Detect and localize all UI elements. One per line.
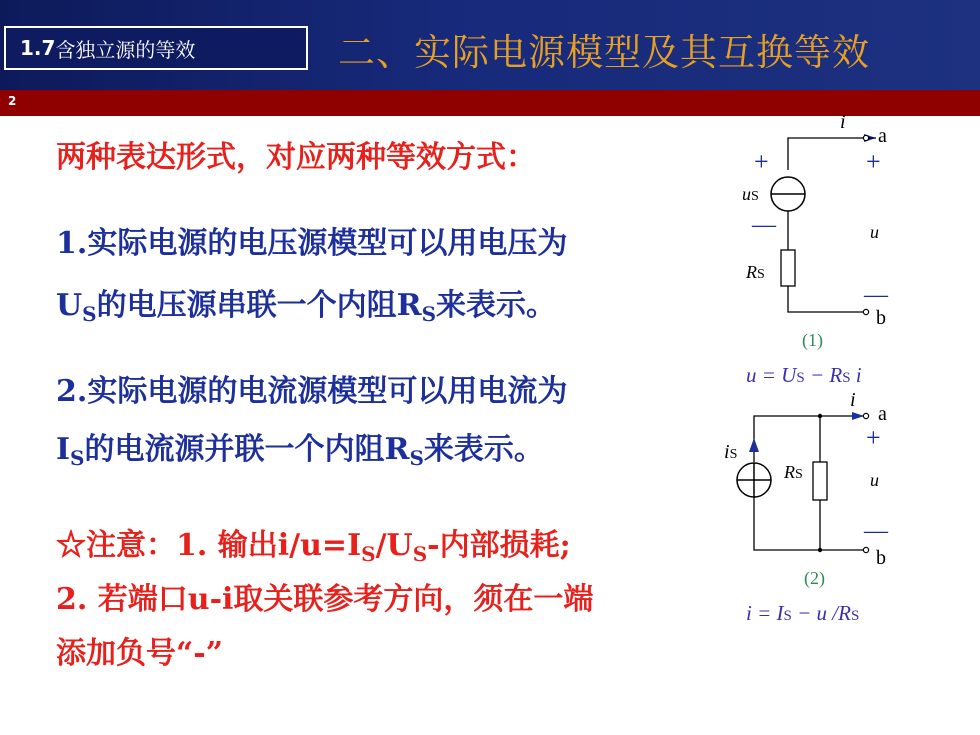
text: /U	[375, 528, 413, 563]
port-voltage-label: u	[870, 222, 879, 242]
terminal-a-icon	[863, 413, 868, 418]
figure-caption: (1)	[802, 330, 823, 350]
symbol-r: R	[396, 288, 422, 323]
symbol-r: R	[384, 432, 410, 467]
circuit-1	[742, 112, 889, 387]
slide-title: 二、实际电源模型及其互换等效	[338, 31, 870, 74]
port-voltage-label: u	[870, 470, 879, 490]
current-arrow-icon	[852, 412, 864, 420]
figure-caption: (2)	[804, 568, 825, 588]
resistor-icon	[813, 462, 827, 500]
subscript: S	[70, 446, 85, 470]
symbol-i: I	[56, 432, 71, 467]
source-arrow-icon	[749, 438, 759, 452]
equation-1: u = US − RS i	[746, 363, 862, 387]
note-line-2: 2. 若端口u-i取关联参考方向，须在一端	[56, 582, 594, 617]
body-line-voltage-model-cont	[56, 280, 556, 324]
current-label: i	[840, 112, 846, 133]
section-tag-text: 含独立源的等效	[55, 37, 196, 62]
terminal-b-icon	[863, 309, 868, 314]
minus-sign: —	[864, 282, 888, 308]
circuit-2	[724, 389, 889, 625]
subscript: S	[361, 542, 376, 566]
body-line-current-model-cont	[56, 424, 544, 468]
text: 的电流源并联一个内阻	[84, 432, 385, 467]
slide-number: 2	[8, 94, 17, 108]
resistor-icon	[781, 250, 795, 286]
resistor-label: RS	[746, 262, 765, 282]
node-a-label: a	[878, 403, 887, 425]
current-label: i	[850, 389, 856, 411]
body-line-current-model: 2.实际电源的电流源模型可以用电流为	[56, 374, 568, 409]
body-line-intro: 两种表达形式，对应两种等效方式：	[56, 140, 536, 175]
symbol-u: U	[56, 288, 83, 323]
source-label: uS	[742, 184, 759, 204]
plus-sign: +	[866, 423, 881, 452]
text: ☆注意：1. 输出i/u=I	[56, 528, 362, 563]
text: 的电压源串联一个内阻	[96, 288, 397, 323]
node-b-label: b	[876, 547, 886, 569]
plus-sign: +	[754, 147, 769, 176]
junction-dot	[818, 548, 822, 552]
subscript: S	[421, 302, 437, 326]
text: 来表示。	[423, 432, 544, 467]
body-line-voltage-model: 1.实际电源的电压源模型可以用电压为	[56, 226, 568, 261]
equation-2: i = IS − u /RS	[746, 601, 860, 625]
note-line-1	[56, 520, 571, 564]
node-a-label: a	[878, 125, 887, 147]
text: 来表示。	[436, 288, 557, 323]
subscript: S	[412, 542, 428, 566]
subscript: S	[409, 446, 424, 470]
section-tag-number: 1.7	[20, 36, 56, 60]
circuit-diagrams	[716, 112, 916, 632]
subscript: S	[82, 302, 97, 326]
note-line-3: 添加负号“-”	[56, 636, 223, 671]
plus-sign: +	[866, 147, 881, 176]
text: -内部损耗;	[427, 528, 571, 563]
node-b-label: b	[876, 307, 886, 329]
minus-sign: —	[864, 518, 888, 544]
terminal-a-icon	[863, 135, 868, 140]
source-label: iS	[724, 441, 738, 463]
terminal-b-icon	[863, 547, 868, 552]
minus-sign: —	[752, 212, 776, 238]
section-tag	[4, 26, 308, 70]
resistor-label: RS	[784, 462, 803, 482]
